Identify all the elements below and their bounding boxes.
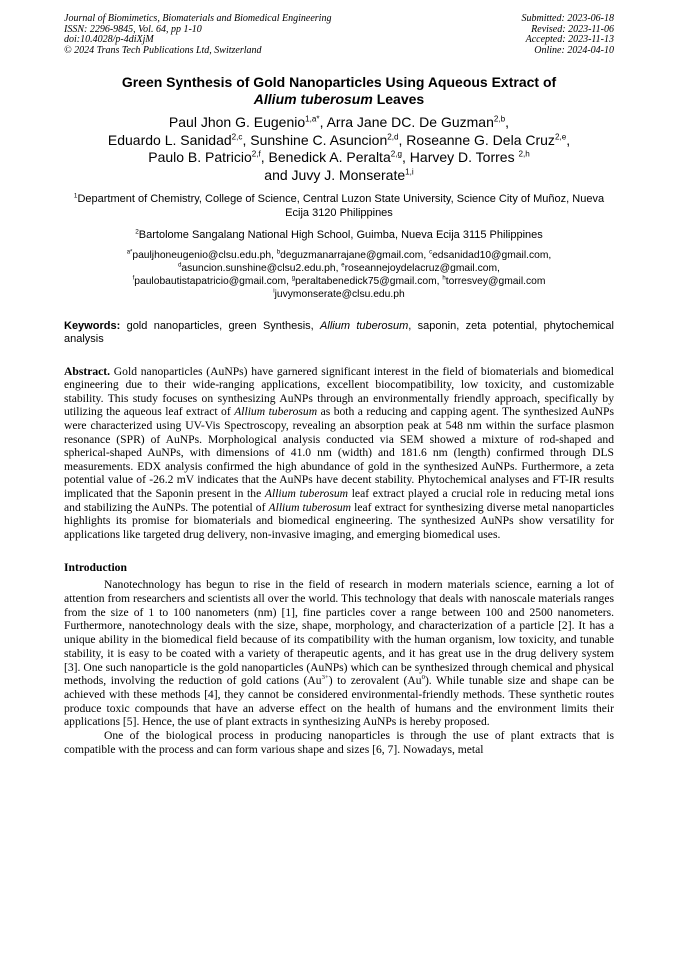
author: Sunshine C. Asuncion$^{2,d}$, bbox=[250, 131, 407, 148]
title-species: Allium tuberosum bbox=[253, 91, 373, 108]
affiliation-1: $^1$Department of Chemistry, College of Science, Central Luzon State University, Science City of Muñoz, Nueva Ecija 3120 Philippines bbox=[73, 192, 605, 220]
keywords: Keywords: gold nanoparticles, green Synthesis, Allium tuberosum, saponin, zeta potential, phytochemical analysis bbox=[64, 319, 614, 346]
author: and Juvy J. Monserate$^{1,i}$ bbox=[264, 166, 414, 183]
email-link[interactable]: $^h$torresvey@gmail.com bbox=[442, 275, 546, 287]
abstract: Abstract. Gold nanoparticles (AuNPs) have garnered significant interest in the field of biomaterials and biomedical engineering due to their wide-ranging applications, excellent biocompatibility, low toxicity, and customizable stability. This study focuses on synthesizing AuNPs through an environmentally friendly approach, specifically by utilizing the aqueous leaf extract of Allium tuberosum as both a reducing and capping agent. The synthesized AuNPs were characterized using UV-Vis Spectroscopy, revealing an absorption peak at 548 nm within the surface plasmon resonance (SPR) of AuNPs. Morphological analysis conducted via SEM showed a mixture of rod-shaped and spherical-shaped AuNPs, with dimensions of 41.0 nm (width) and 181.6 nm (length) confirmed through DLS measurements. EDX analysis confirmed the high abundance of gold in the synthesized AuNPs. Furthermore, a zeta potential value of -26.2 mV indicates that the AuNPs have decent stability. Phytochemical analyses and FT-IR results implicated that the Saponin present in the Allium tuberosum leaf extract played a crucial role in reducing metal ions and stabilizing the AuNPs. The potential of Allium tuberosum leaf extract for synthesizing diverse metal nanoparticles highlights its promise for biomaterials and biomedical engineering. The synthesized AuNPs show versatility for applications like targeted drug delivery, non-invasive imaging, and emerging biomedical uses. bbox=[64, 364, 614, 541]
email-link[interactable]: $^b$deguzmanarrajane@gmail.com, bbox=[276, 249, 427, 262]
author-list bbox=[64, 114, 614, 184]
title-part1: Green Synthesis of Gold Nanoparticles Using Aqueous Extract of bbox=[121, 74, 557, 91]
paper-title bbox=[64, 74, 614, 108]
email-link[interactable]: $^c$edsanidad10@gmail.com, bbox=[429, 249, 552, 262]
accepted-date: Accepted: 2023-11-13 bbox=[525, 34, 614, 46]
email-link[interactable]: $^e$roseannejoydelacruz@gmail.com, bbox=[341, 262, 500, 275]
email-link[interactable]: $^d$asuncion.sunshine@clsu2.edu.ph, bbox=[178, 262, 342, 275]
affiliation-2: $^2$Bartolome Sangalang National High School, Guimba, Nueva Ecija 3115 Philippines bbox=[135, 228, 543, 242]
revised-date: Revised: 2023-11-06 bbox=[531, 23, 614, 35]
header-left bbox=[64, 14, 331, 56]
author: Arra Jane DC. De Guzman$^{2,b}$, bbox=[326, 114, 510, 131]
abstract-label: Abstract. bbox=[64, 364, 111, 378]
title-part2: Leaves bbox=[372, 91, 425, 108]
author: Benedick A. Peralta$^{2,g}$, bbox=[268, 149, 410, 166]
online-date: Online: 2024-04-10 bbox=[534, 44, 614, 56]
issn: ISSN: 2296-9845, Vol. 64, pp 1-10 bbox=[64, 23, 202, 35]
author: Paulo B. Patricio$^{2,f}$, bbox=[148, 149, 269, 166]
email-link[interactable]: $^f$paulobautistapatricio@gmail.com, bbox=[132, 275, 292, 287]
email-link[interactable]: $^g$peraltabenedick75@gmail.com, bbox=[291, 275, 443, 287]
author: Paul Jhon G. Eugenio$^{1,a*}$, bbox=[168, 114, 327, 131]
author: Roseanne G. Dela Cruz$^{2,e}$, bbox=[406, 131, 571, 148]
intro-paragraph-1: Nanotechnology has begun to rise in the field of research in modern materials science, earning a lot of attention from researchers and scientists all over the world. This technology that deals with nanoscale materials ranges from the size of 1 to 100 nanometers (nm) [1], fine particles cover a range between 100 and 2500 nanometers. Furthermore, nanotechnology deals with the size, shape, morphology, and characterization of a particle [2]. It has a unique ability in the biomedical field because of its compatibility with the human organism, low toxicity, and tunable stability, it is easy to be coated with a variety of therapeutic agents, and it has great use in the drug delivery system [3]. One such nanoparticle is the gold nanoparticles (AuNPs) which can be synthesized through chemical and physical methods, involving the reduction of gold cations $(Au^{3+})$ to zerovalent (Au$^0$). While tunable size and shape can be achieved with these methods [4], they cannot be considered environmental-friendly methods. These synthetic routes produce toxic compounds that have an adverse effect on the health of humans and the environment limits their applications [5]. Hence, the use of plant extracts in synthesizing AuNPs is hereby proposed. bbox=[64, 578, 614, 729]
journal-name: Journal of Biomimetics, Biomaterials and Biomedical Engineering bbox=[64, 13, 332, 24]
copyright: © 2024 Trans Tech Publications Ltd, Switzerland bbox=[64, 44, 262, 56]
doi: doi:10.4028/p-4diXjM bbox=[64, 34, 154, 46]
keywords-label: Keywords: bbox=[64, 319, 121, 332]
intro-paragraph-2: One of the biological process in producing nanoparticles is through the use of plant extracts that is compatible with the process and can form various shape and sizes [6, 7]. Nowadays, metal bbox=[64, 729, 614, 756]
header-right bbox=[522, 14, 615, 56]
email-list bbox=[64, 250, 614, 301]
author: Harvey D. Torres $^{2,h}$ bbox=[409, 149, 530, 166]
email-link[interactable]: $^{a*}$pauljhoneugenio@clsu.edu.ph, bbox=[126, 249, 277, 262]
journal-header bbox=[64, 14, 614, 56]
submitted-date: Submitted: 2023-06-18 bbox=[521, 13, 614, 24]
author: Eduardo L. Sanidad$^{2,c}$, bbox=[107, 131, 251, 148]
email-link[interactable]: $^i$juvymonserate@clsu.edu.ph bbox=[273, 288, 405, 300]
section-heading-introduction: Introduction bbox=[64, 561, 127, 575]
paper-page bbox=[64, 14, 614, 756]
